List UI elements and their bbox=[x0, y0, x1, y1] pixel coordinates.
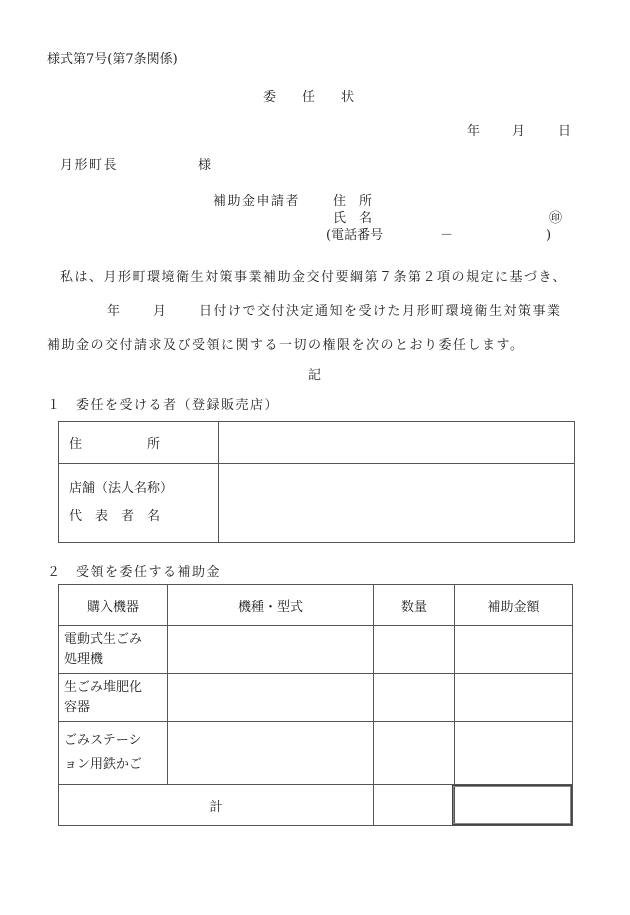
device-item-3 bbox=[59, 722, 168, 785]
body-line-2-year: 年 bbox=[107, 304, 121, 319]
store-label-cell bbox=[59, 464, 219, 543]
amount-cell-3[interactable] bbox=[455, 722, 573, 785]
amount-cell-1[interactable] bbox=[455, 626, 573, 674]
total-amount-frame bbox=[452, 785, 572, 825]
document-title: 委 任 状 bbox=[263, 90, 355, 105]
device-item-2-line-2: 容器 bbox=[64, 699, 91, 715]
header-device: 購入機器 bbox=[59, 585, 168, 626]
date-month: 月 bbox=[512, 124, 526, 139]
phone-dash: － bbox=[440, 228, 454, 243]
device-item-1-line-2: 処理機 bbox=[64, 651, 104, 667]
form-number: 様式第7号(第7条関係) bbox=[47, 52, 178, 67]
table-row bbox=[59, 626, 573, 674]
ki-heading: 記 bbox=[308, 368, 322, 383]
store-info-value[interactable] bbox=[219, 464, 575, 543]
model-cell-1[interactable] bbox=[168, 626, 374, 674]
quantity-cell-1[interactable] bbox=[374, 626, 455, 674]
header-model: 機種・型式 bbox=[168, 585, 374, 626]
addressee-name: 月形町長 bbox=[60, 158, 119, 173]
section-1-heading: １ 委任を受ける者（登録販売店） bbox=[47, 398, 280, 413]
quantity-cell-3[interactable] bbox=[374, 722, 455, 785]
body-line-3: 補助金の交付請求及び受領に関する一切の権限を次のとおり委任します。 bbox=[47, 338, 525, 353]
applicant-name-label: 氏 名 bbox=[333, 211, 373, 226]
table-row bbox=[59, 674, 573, 722]
quantity-cell-2[interactable] bbox=[374, 674, 455, 722]
delegate-address-label: 住 所 bbox=[69, 437, 161, 452]
applicant-address-label: 住 所 bbox=[333, 194, 373, 209]
device-item-2 bbox=[59, 674, 168, 722]
phone-close: ) bbox=[546, 228, 552, 243]
phone-open: (電話番号 bbox=[326, 228, 384, 243]
model-cell-3[interactable] bbox=[168, 722, 374, 785]
body-line-2-month: 月 bbox=[153, 304, 167, 319]
total-label: 計 bbox=[59, 785, 374, 826]
device-item-1-line-1: 電動式生ごみ bbox=[64, 631, 143, 647]
model-cell-2[interactable] bbox=[168, 674, 374, 722]
section-2-heading: ２ 受領を委任する補助金 bbox=[47, 565, 222, 580]
section-1-table bbox=[58, 421, 575, 543]
device-item-1 bbox=[59, 626, 168, 674]
device-item-2-line-1: 生ごみ堆肥化 bbox=[64, 679, 143, 695]
body-line-1: 私は、月形町環境衛生対策事業補助金交付要綱第７条第２項の規定に基づき、 bbox=[60, 270, 567, 285]
body-line-2-rest: 日付けで交付決定通知を受けた月形町環境衛生対策事業 bbox=[199, 304, 562, 319]
addressee-honorific: 様 bbox=[198, 158, 212, 173]
seal-mark: ㊞ bbox=[549, 211, 563, 226]
header-quantity: 数量 bbox=[374, 585, 455, 626]
representative-label: 代 表 者 名 bbox=[69, 509, 161, 524]
address-label-cell bbox=[59, 422, 219, 464]
delegate-address-value[interactable] bbox=[219, 422, 575, 464]
table-row bbox=[59, 722, 573, 785]
device-item-3-line-2: ョン用鉄かご bbox=[64, 757, 143, 772]
amount-cell-2[interactable] bbox=[455, 674, 573, 722]
date-day: 日 bbox=[558, 124, 572, 139]
total-quantity-cell[interactable] bbox=[374, 785, 455, 826]
date-year: 年 bbox=[467, 124, 481, 139]
header-subsidy-amount: 補助金額 bbox=[455, 585, 573, 626]
store-name-label: 店舗（法人名称） bbox=[69, 481, 174, 496]
applicant-label: 補助金申請者 bbox=[213, 194, 301, 209]
device-item-3-line-1: ごみステーシ bbox=[64, 733, 142, 748]
